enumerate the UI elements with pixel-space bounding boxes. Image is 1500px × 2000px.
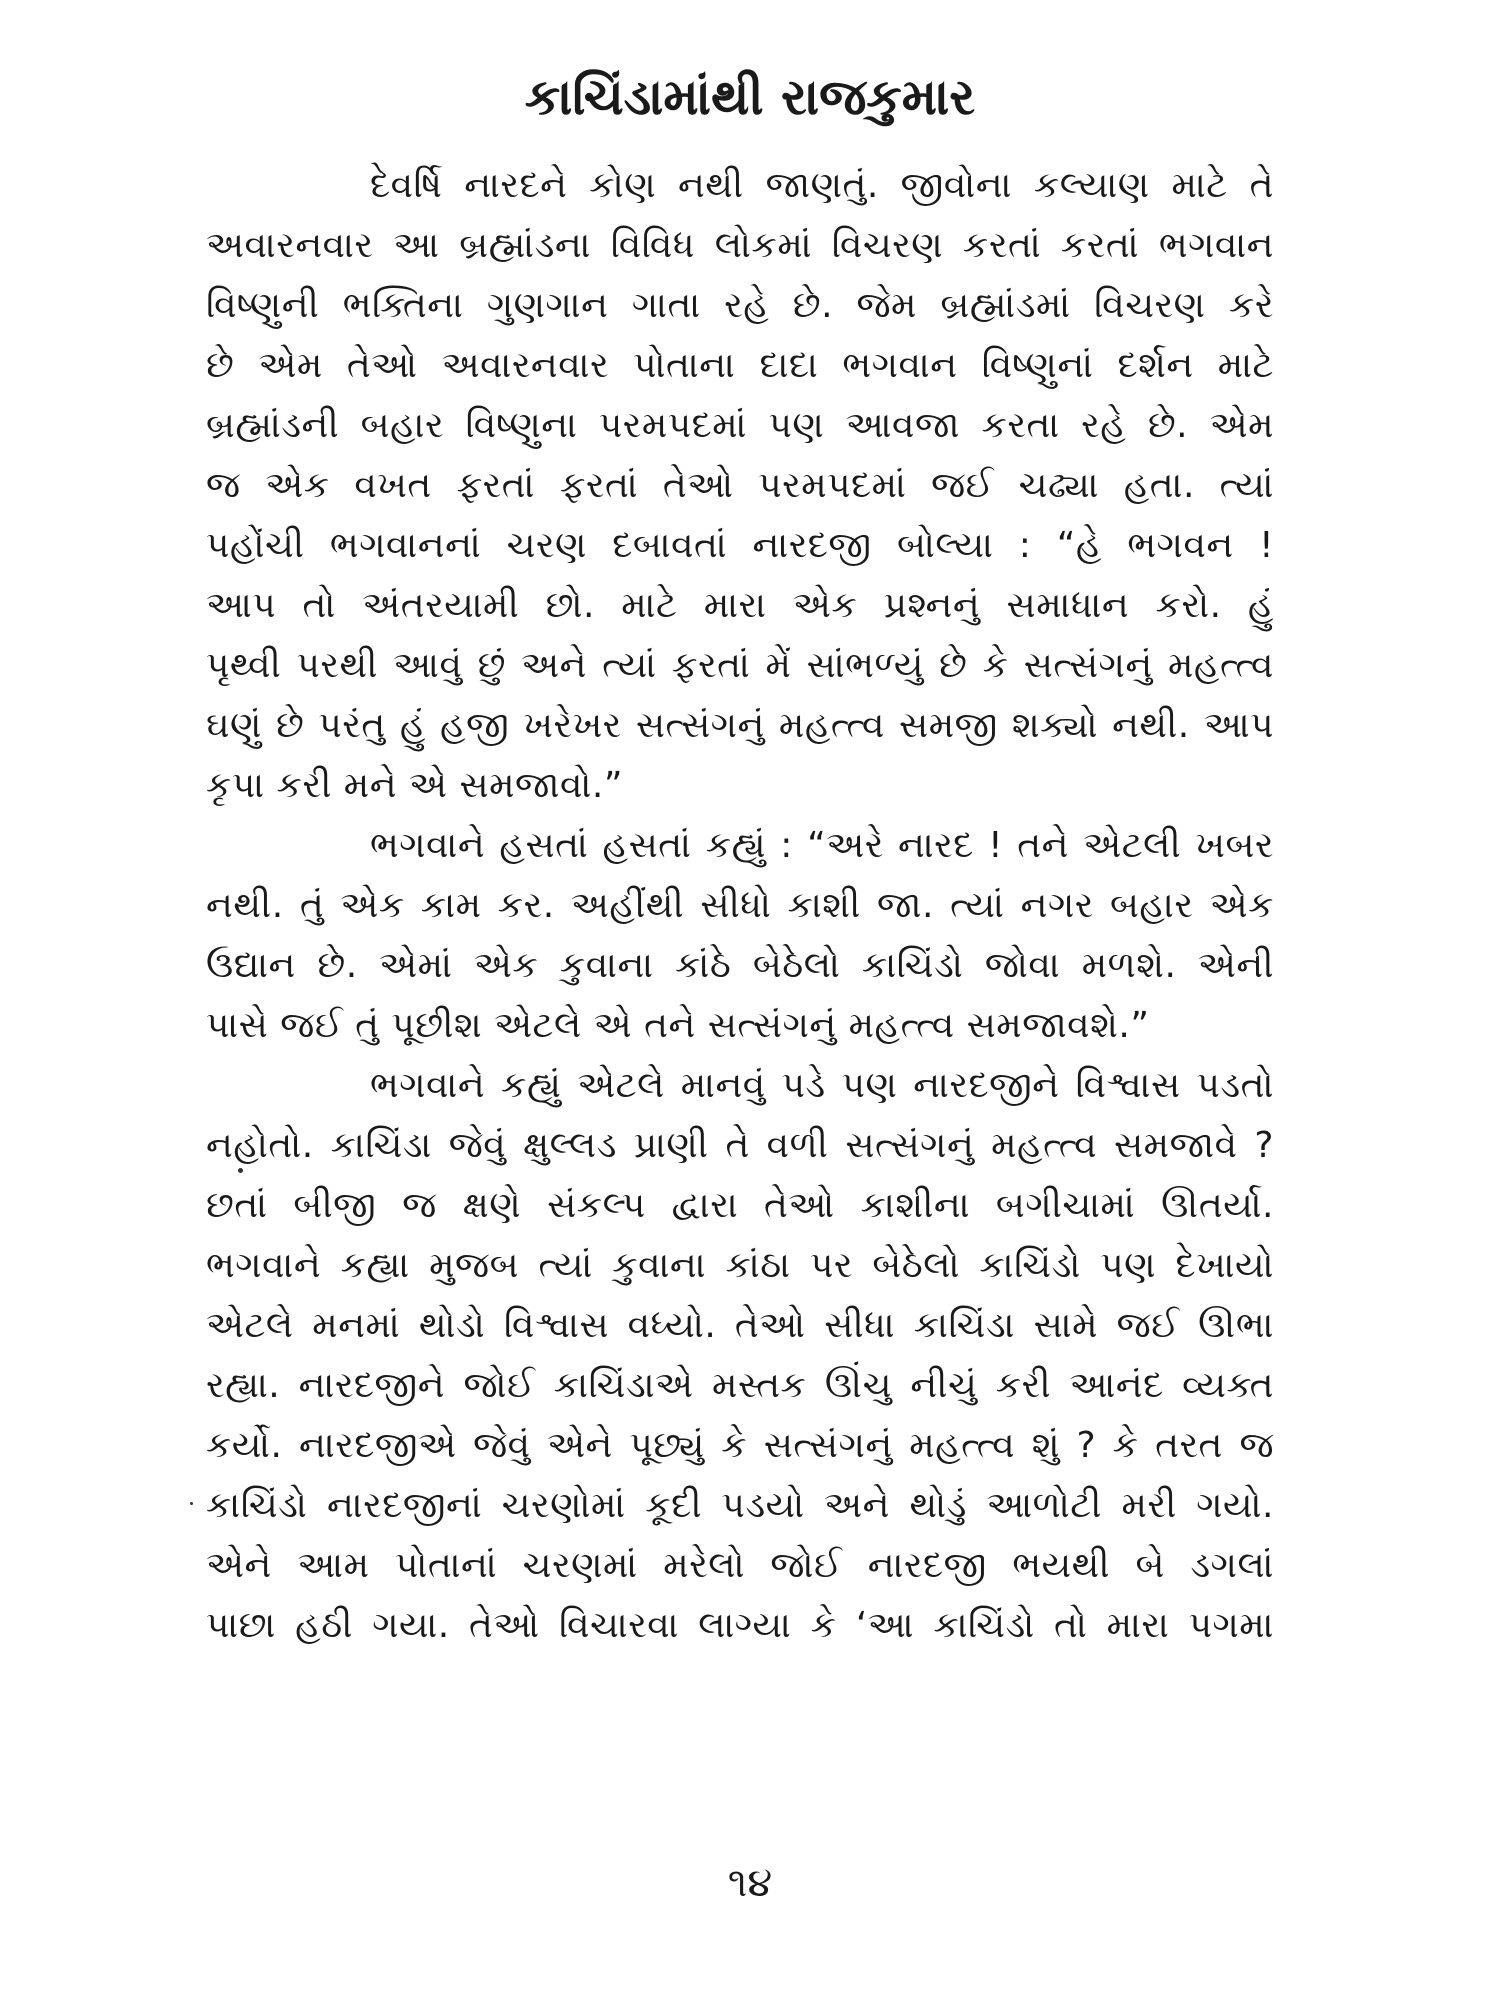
text-line: કર્યો. નારદજીએ જેવું એને પૂછ્યું કે સત્સંગનું મહત્ત્વ શું ? કે તરત જ	[206, 1425, 1274, 1466]
text-line: ઘણું છે પરંતુ હું હજી ખરેખર સત્સંગનું મહત્ત્વ સમજી શક્યો નથી. આપ	[206, 705, 1274, 746]
scan-speck	[238, 1168, 243, 1173]
text-line: કૃપા કરી મને એ સમજાવો.”	[206, 765, 624, 806]
text-line: છતાં બીજી જ ક્ષણે સંકલ્પ દ્વારા તેઓ કાશીના બગીચામાં ઊતર્યા.	[206, 1185, 1274, 1226]
text-line: ભગવાને કહ્યું એટલે માનવું પડે પણ નારદજીને વિશ્વાસ પડતો	[370, 1065, 1274, 1106]
text-line: અવારનવાર આ બ્રહ્માંડના વિવિધ લોકમાં વિચરણ કરતાં કરતાં ભગવાન	[206, 225, 1274, 266]
text-line: કાચિંડો નારદજીનાં ચરણોમાં કૂદી પડયો અને થોડું આળોટી મરી ગયો.	[206, 1485, 1274, 1526]
text-line: બ્રહ્માંડની બહાર વિષ્ણુના પરમપદમાં પણ આવજા કરતા રહે છે. એમ	[206, 405, 1274, 446]
text-line: ઉદ્યાન છે. એમાં એક કુવાના કાંઠે બેઠેલો કાચિંડો જોવા મળશે. એની	[206, 945, 1274, 986]
text-line: પૃથ્વી પરથી આવું છું અને ત્યાં ફરતાં મેં સાંભળ્યું છે કે સત્સંગનું મહત્ત્વ	[206, 645, 1274, 686]
text-line: નથી. તું એક કામ કર. અહીંથી સીધો કાશી જા. ત્યાં નગર બહાર એક	[206, 885, 1274, 926]
text-line: જ એક વખત ફરતાં ફરતાં તેઓ પરમપદમાં જઈ ચઢ્યા હતા. ત્યાં	[206, 465, 1274, 506]
text-line: ભગવાને હસતાં હસતાં કહ્યું : “અરે નારદ ! તને એટલી ખબર	[370, 825, 1274, 866]
text-line: પહોંચી ભગવાનનાં ચરણ દબાવતાં નારદજી બોલ્યા : “હે ભગવન !	[206, 525, 1274, 566]
scan-speck	[190, 1502, 193, 1505]
text-line: વિષ્ણુની ભક્તિના ગુણગાન ગાતા રહે છે. જેમ બ્રહ્માંડમાં વિચરણ કરે	[206, 285, 1274, 326]
text-line: રહ્યા. નારદજીને જોઈ કાચિંડાએ મસ્તક ઊંચુ નીચું કરી આનંદ વ્યક્ત	[206, 1365, 1274, 1406]
paragraph-1	[206, 156, 1274, 816]
text-line: ભગવાને કહ્યા મુજબ ત્યાં કુવાના કાંઠા પર બેઠેલો કાચિંડો પણ દેખાયો	[206, 1245, 1274, 1286]
body-text	[206, 156, 1274, 1656]
text-line: નહોતો. કાચિંડા જેવું ક્ષુલ્લડ પ્રાણી તે વળી સત્સંગનું મહત્ત્વ સમજાવે ?	[206, 1125, 1274, 1166]
text-line: એને આમ પોતાનાં ચરણમાં મરેલો જોઈ નારદજી ભયથી બે ડગલાં	[206, 1545, 1274, 1586]
text-line: છે એમ તેઓ અવારનવાર પોતાના દાદા ભગવાન વિષ્ણુનાં દર્શન માટે	[206, 345, 1274, 386]
chapter-title: કાચિંડામાંથી રાજકુમાર	[524, 68, 976, 126]
text-line: પાસે જઈ તું પૂછીશ એટલે એ તને સત્સંગનું મહત્ત્વ સમજાવશે.”	[206, 1005, 1150, 1046]
paragraph-2	[206, 816, 1274, 1056]
page-number: ૧૪	[727, 1860, 773, 1906]
text-line: એટલે મનમાં થોડો વિશ્વાસ વધ્યો. તેઓ સીધા કાચિંડા સામે જઈ ઊભા	[206, 1305, 1274, 1346]
paragraph-3	[206, 1056, 1274, 1656]
text-line: પાછા હઠી ગયા. તેઓ વિચારવા લાગ્યા કે ‘આ કાચિંડો તો મારા પગમા	[206, 1605, 1274, 1646]
text-line: દેવર્ષિ નારદને કોણ નથી જાણતું. જીવોના કલ્યાણ માટે તે	[370, 165, 1274, 206]
text-line: આપ તો અંતરયામી છો. માટે મારા એક પ્રશ્નનું સમાધાન કરો. હું	[206, 585, 1274, 626]
